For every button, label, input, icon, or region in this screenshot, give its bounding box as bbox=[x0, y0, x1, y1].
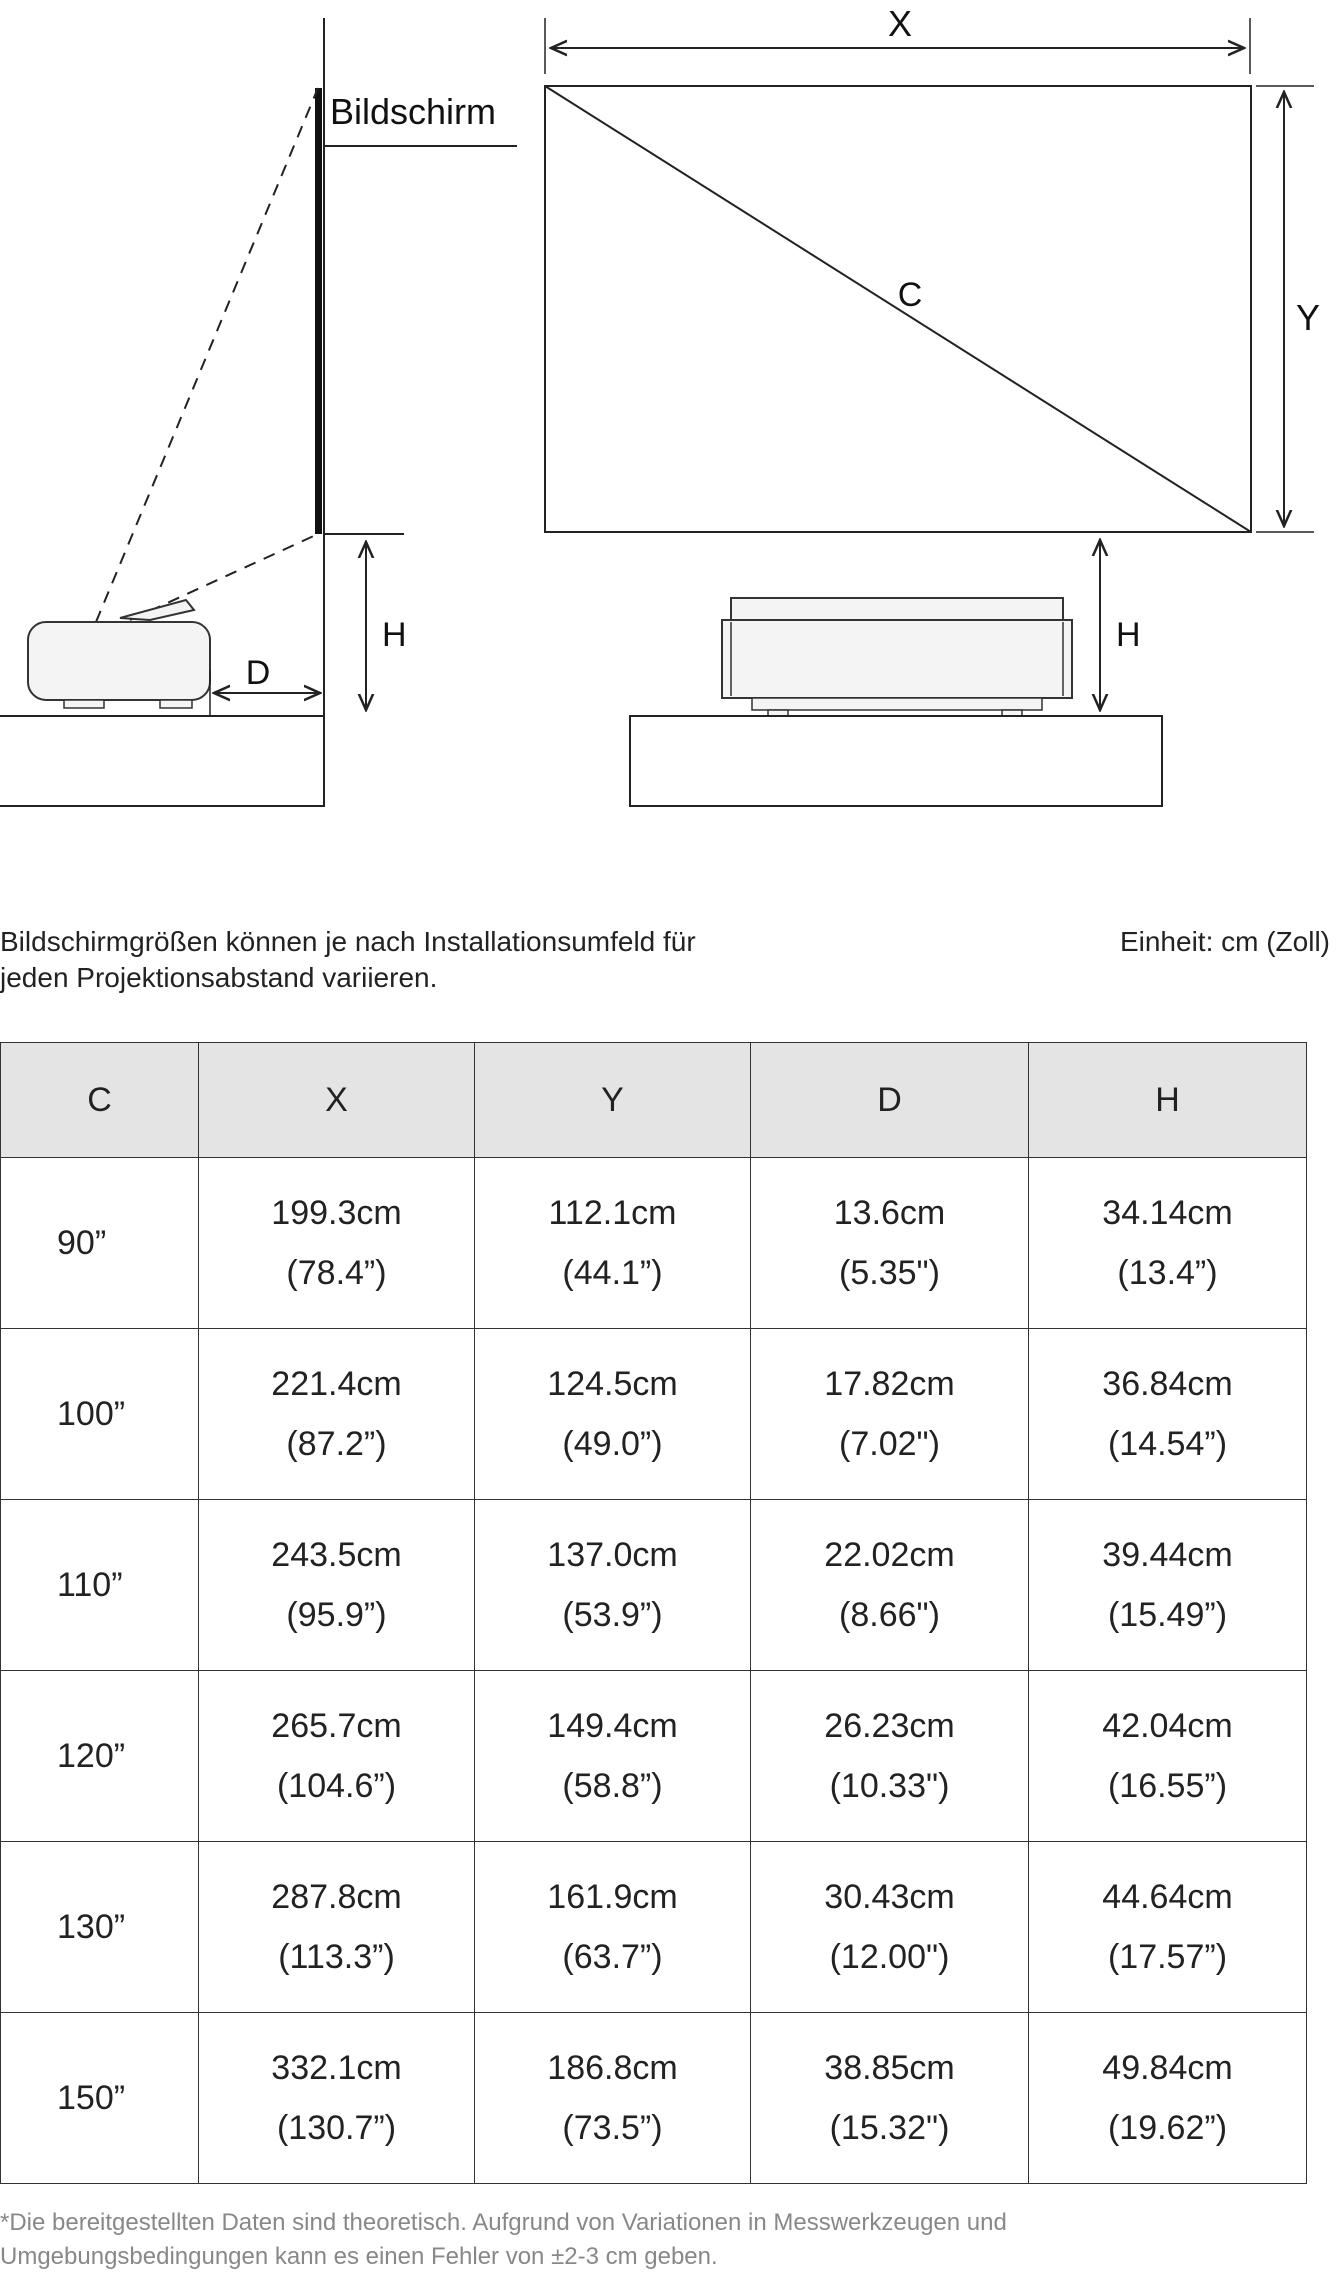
projector-side bbox=[28, 600, 210, 708]
cell-h: 49.84cm (19.62”) bbox=[1029, 2013, 1307, 2184]
projector-front-body bbox=[722, 620, 1072, 698]
projector-body bbox=[28, 622, 210, 700]
projector-lens-cover bbox=[120, 600, 194, 620]
projector-front-base bbox=[752, 698, 1042, 710]
installation-note-line2: jeden Projektionsabstand variieren. bbox=[0, 962, 438, 993]
cell-d: 13.6cm (5.35") bbox=[751, 1158, 1029, 1329]
cell-h: 44.64cm (17.57”) bbox=[1029, 1842, 1307, 2013]
cell-h: 39.44cm (15.49”) bbox=[1029, 1500, 1307, 1671]
footnote bbox=[0, 2206, 1200, 2274]
cell-x: 287.8cm (113.3”) bbox=[199, 1842, 475, 2013]
cell-diagonal: 150” bbox=[1, 2013, 199, 2184]
footnote-line2: Umgebungsbedingungen kann es einen Fehler von ±2-3 cm geben. bbox=[0, 2243, 718, 2270]
header-y: Y bbox=[475, 1043, 751, 1158]
cell-y: 161.9cm (63.7”) bbox=[475, 1842, 751, 2013]
cell-y: 186.8cm (73.5”) bbox=[475, 2013, 751, 2184]
cell-x: 243.5cm (95.9”) bbox=[199, 1500, 475, 1671]
cell-y: 124.5cm (49.0”) bbox=[475, 1329, 751, 1500]
height-label-side: H bbox=[382, 616, 407, 654]
cell-diagonal: 90” bbox=[1, 1158, 199, 1329]
size-table bbox=[0, 1042, 1307, 2184]
cell-d: 17.82cm (7.02") bbox=[751, 1329, 1029, 1500]
front-view bbox=[545, 3, 1320, 806]
height-label-front: Y bbox=[1296, 297, 1321, 338]
installation-note bbox=[0, 924, 800, 996]
cell-d: 26.23cm (10.33") bbox=[751, 1671, 1029, 1842]
installation-note-line1: Bildschirmgrößen können je nach Installationsumfeld für bbox=[0, 926, 696, 957]
front-table bbox=[630, 716, 1162, 806]
header-d: D bbox=[751, 1043, 1029, 1158]
header-h: H bbox=[1029, 1043, 1307, 1158]
table-row bbox=[1, 2013, 1307, 2184]
table-row bbox=[1, 1671, 1307, 1842]
cell-y: 112.1cm (44.1”) bbox=[475, 1158, 751, 1329]
cell-x: 199.3cm (78.4”) bbox=[199, 1158, 475, 1329]
cell-y: 137.0cm (53.9”) bbox=[475, 1500, 751, 1671]
projector-foot-left bbox=[64, 700, 104, 708]
cell-d: 30.43cm (12.00") bbox=[751, 1842, 1029, 2013]
cell-h: 34.14cm (13.4”) bbox=[1029, 1158, 1307, 1329]
cell-d: 22.02cm (8.66") bbox=[751, 1500, 1029, 1671]
installation-diagram bbox=[0, 0, 1336, 860]
table-row bbox=[1, 1158, 1307, 1329]
table-header-row bbox=[1, 1043, 1307, 1158]
width-label: X bbox=[887, 3, 913, 44]
cell-diagonal: 110” bbox=[1, 1500, 199, 1671]
diagonal-label: C bbox=[897, 276, 923, 314]
footnote-line1: *Die bereitgestellten Daten sind theoretisch. Aufgrund von Variationen in Messwerkzeugen und bbox=[0, 2209, 1007, 2236]
projection-ray-top bbox=[96, 88, 318, 622]
projector-top-cover bbox=[731, 598, 1063, 622]
cell-x: 265.7cm (104.6”) bbox=[199, 1671, 475, 1842]
projector-foot-right bbox=[160, 700, 192, 708]
cell-diagonal: 100” bbox=[1, 1329, 199, 1500]
cell-h: 42.04cm (16.55”) bbox=[1029, 1671, 1307, 1842]
cell-diagonal: 120” bbox=[1, 1671, 199, 1842]
lift-label: H bbox=[1116, 616, 1141, 654]
cell-diagonal: 130” bbox=[1, 1842, 199, 2013]
screen-panel bbox=[315, 88, 322, 534]
cell-d: 38.85cm (15.32") bbox=[751, 2013, 1029, 2184]
table-row bbox=[1, 1500, 1307, 1671]
cell-h: 36.84cm (14.54”) bbox=[1029, 1329, 1307, 1500]
table-row bbox=[1, 1842, 1307, 2013]
side-view bbox=[0, 18, 517, 806]
screen-label: Bildschirm bbox=[330, 91, 497, 132]
table-row bbox=[1, 1329, 1307, 1500]
cell-x: 221.4cm (87.2”) bbox=[199, 1329, 475, 1500]
cell-x: 332.1cm (130.7”) bbox=[199, 2013, 475, 2184]
cell-y: 149.4cm (58.8”) bbox=[475, 1671, 751, 1842]
projector-front bbox=[722, 598, 1072, 717]
side-table bbox=[0, 716, 324, 806]
header-c: C bbox=[1, 1043, 199, 1158]
header-x: X bbox=[199, 1043, 475, 1158]
unit-note: Einheit: cm (Zoll) bbox=[1119, 926, 1330, 957]
distance-label: D bbox=[245, 654, 271, 692]
